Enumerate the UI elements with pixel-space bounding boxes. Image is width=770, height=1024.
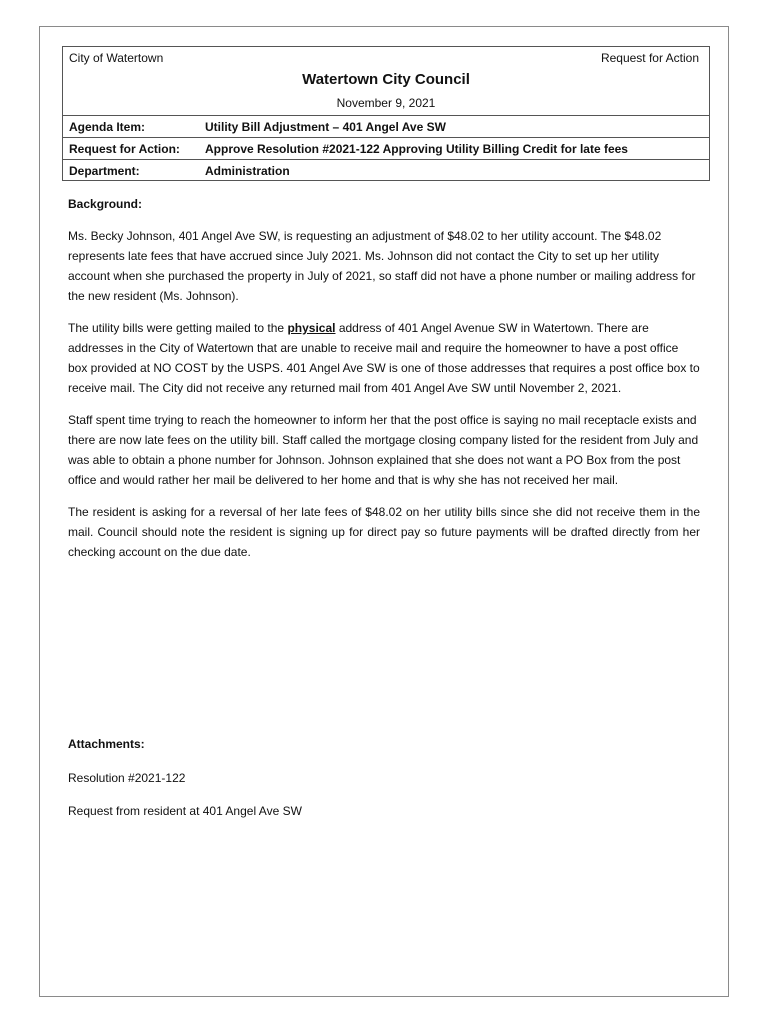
- background-paragraph-1: Ms. Becky Johnson, 401 Angel Ave SW, is requesting an adjustment of $48.02 to her utility account. The $48.02 represents late fees that have accrued since July 2021. Ms. Johnson did not contact the City to set up her utility account when she purchased the property in July of 2021, so staff did not have a phone number or mailing address for the new resident (Ms. Johnson).: [68, 229, 696, 303]
- background-paragraph-2: [68, 318, 700, 398]
- physical-emphasis: physical: [287, 321, 336, 335]
- request-header-table: [62, 46, 710, 181]
- field-label: Agenda Item:: [69, 120, 146, 134]
- attachment-item: Request from resident at 401 Angel Ave SW: [68, 804, 302, 818]
- attachment-item: Resolution #2021-122: [68, 771, 186, 785]
- header-top: [63, 47, 709, 116]
- city-name: City of Watertown: [69, 51, 164, 65]
- attachments-heading: Attachments:: [68, 737, 145, 751]
- meeting-date: November 9, 2021: [336, 96, 436, 110]
- paragraph-text: The utility bills were getting mailed to the: [68, 321, 288, 335]
- agenda-item-row: [63, 116, 709, 138]
- field-value: Utility Bill Adjustment – 401 Angel Ave SW: [205, 120, 446, 134]
- background-section: [68, 194, 700, 574]
- council-title: Watertown City Council: [302, 71, 470, 88]
- request-for-action-row: [63, 138, 709, 160]
- field-value: Administration: [205, 164, 290, 178]
- background-paragraph-4: The resident is asking for a reversal of her late fees of $48.02 on her utility bills since she did not receive them in the mail. Council should note the resident is signing up for direct pay so future payments will be drafted directly from her checking account on the due date.: [68, 505, 700, 559]
- field-label: Department:: [69, 164, 140, 178]
- field-label: Request for Action:: [69, 142, 180, 156]
- department-row: [63, 160, 709, 180]
- request-for-action-label: Request for Action: [600, 51, 699, 65]
- field-value: Approve Resolution #2021-122 Approving Utility Billing Credit for late fees: [205, 142, 628, 156]
- paragraph-text: address of 401 Angel Avenue SW in Watertown. There are addresses in the City of Watertown that are unable to receive mail and require the homeowner to have a post office box provided at NO COST by the USPS. 401 Angel Ave SW is one of those addresses that requires a post office box to receive mail. The City did not receive any returned mail from 401 Angel Ave SW until November 2, 2021.: [68, 321, 700, 395]
- background-heading: Background:: [68, 197, 143, 211]
- background-paragraph-3: Staff spent time trying to reach the homeowner to inform her that the post office is saying no mail receptacle exists and there are now late fees on the utility bill. Staff called the mortgage closing company listed for the resident from July and was able to obtain a phone number for Johnson. Johnson explained that she does not want a PO Box from the post office and would rather her mail be delivered to her home and that is why she has not received her mail.: [68, 413, 699, 487]
